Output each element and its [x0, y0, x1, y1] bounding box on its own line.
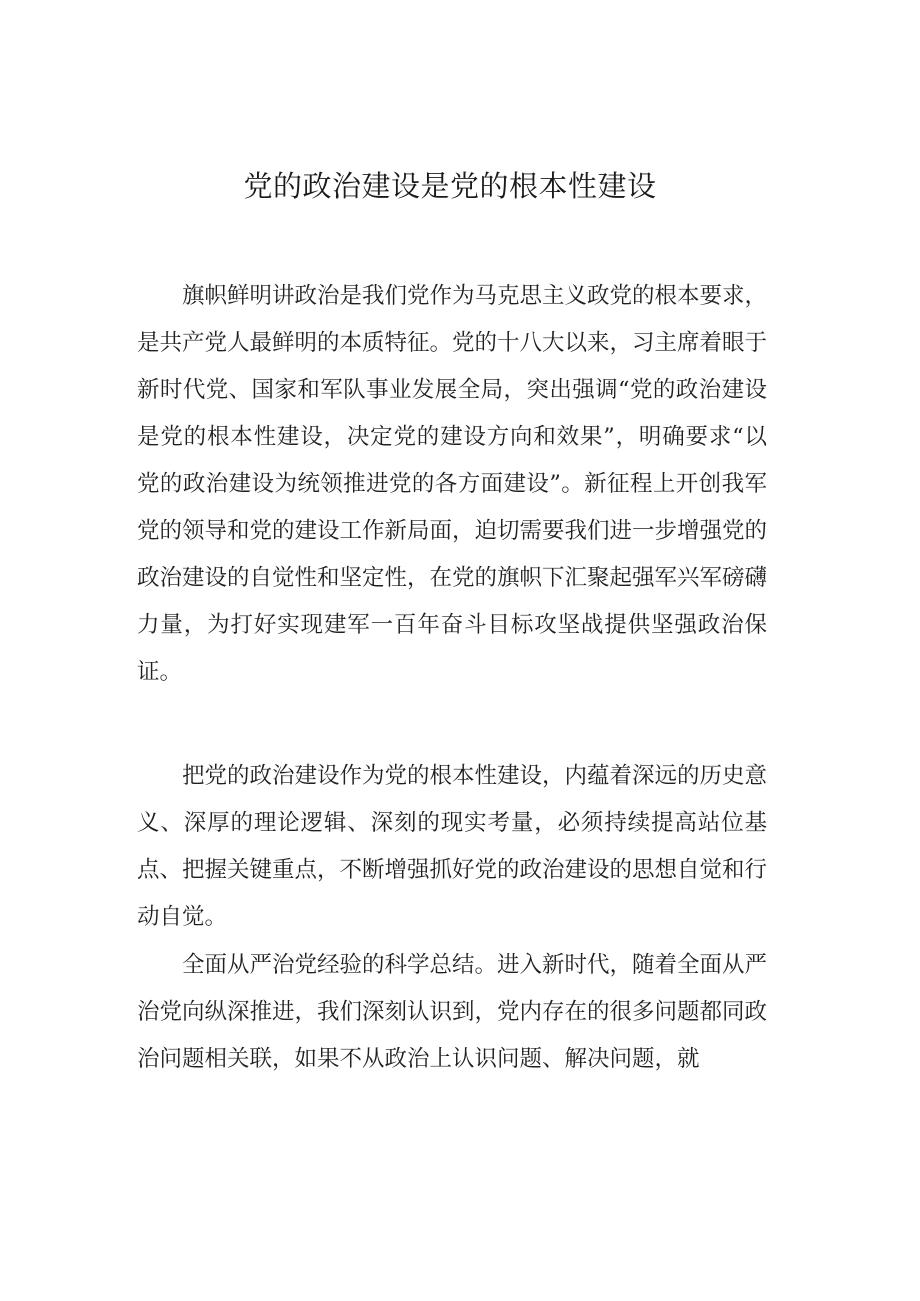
document-title: 党的政治建设是党的根本性建设 — [243, 169, 657, 203]
paragraph-block — [137, 942, 767, 1083]
paragraph-block — [137, 273, 767, 696]
paragraph: 把党的政治建设作为党的根本性建设，内蕴着深远的历史意义、深厚的理论逻辑、深刻的现实考量，必须持续提高站位基点、把握关键重点，不断增强抓好党的政治建设的思想自觉和行动自觉。 — [137, 763, 768, 930]
paragraph: 旗帜鲜明讲政治是我们党作为马克思主义政党的根本要求，是共产党人最鲜明的本质特征。党的十八大以来，习主席着眼于新时代党、国家和军队事业发展全局，突出强调“党的政治建设是党的根本性建设，决定党的建设方向和效果”，明确要求“以党的政治建设为统领推进党的各方面建设”。新征程上开创我军党的领导和党的建设工作新局面，迫切需要我们进一步增强党的政治建设的自觉性和坚定性，在党的旗帜下汇聚起强军兴军磅礴力量，为打好实现建军一百年奋斗目标攻坚战提供坚强政治保证。 — [137, 283, 768, 685]
paragraph: 全面从严治党经验的科学总结。进入新时代，随着全面从严治党向纵深推进，我们深刻认识到，党内存在的很多问题都同政治问题相关联，如果不从政治上认识问题、解决问题，就 — [137, 952, 768, 1072]
paragraph-block — [137, 753, 767, 941]
